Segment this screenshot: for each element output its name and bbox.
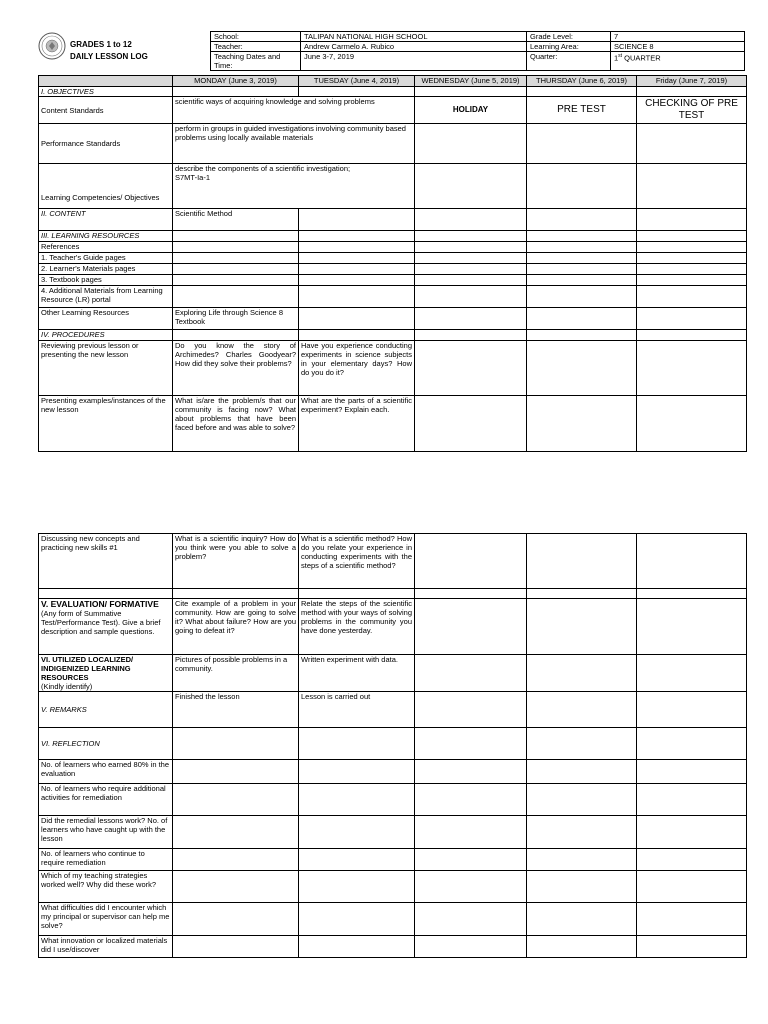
- references-label: References: [39, 242, 173, 253]
- reflection-item-2: No. of learners who require additional activities for remediation: [39, 784, 173, 816]
- daily-lesson-log-label: DAILY LESSON LOG: [70, 52, 148, 61]
- presenting-label: Presenting examples/instances of the new lesson: [39, 396, 173, 452]
- reflection-label: VI. REFLECTION: [39, 728, 173, 760]
- grade-level-value: 7: [611, 32, 745, 42]
- teachers-guide-label: 1. Teacher's Guide pages: [39, 253, 173, 264]
- remarks-monday: Finished the lesson: [173, 692, 299, 728]
- quarter-label: Quarter:: [527, 52, 611, 71]
- utilized-monday: Pictures of possible problems in a community.: [173, 655, 299, 692]
- reflection-item-5: Which of my teaching strategies worked well? Why did these work?: [39, 871, 173, 903]
- quarter-value: 1st QUARTER: [611, 52, 745, 71]
- learners-materials-label: 2. Learner's Materials pages: [39, 264, 173, 275]
- content-heading: II. CONTENT: [39, 209, 173, 231]
- dates-value: June 3-7, 2019: [301, 52, 527, 71]
- procedures-heading: IV. PROCEDURES: [39, 330, 173, 341]
- reflection-item-7: What innovation or localized materials did I use/discover: [39, 936, 173, 958]
- lesson-table-page-2: [38, 533, 747, 958]
- content-standards-value: scientific ways of acquiring knowledge and solving problems: [173, 97, 415, 124]
- remarks-label: V. REMARKS: [39, 692, 173, 728]
- day-thursday: THURSDAY (June 6, 2019): [527, 76, 637, 87]
- day-monday: MONDAY (June 3, 2019): [173, 76, 299, 87]
- remarks-tuesday: Lesson is carried out: [299, 692, 415, 728]
- school-value: TALIPAN NATIONAL HIGH SCHOOL: [301, 32, 527, 42]
- competencies-label: Learning Competencies/ Objectives: [39, 164, 173, 209]
- competencies-value: describe the components of a scientific investigation; S7MT-Ia-1: [173, 164, 415, 209]
- other-resources-value: Exploring Life through Science 8 Textbook: [173, 308, 299, 330]
- day-wednesday: WEDNESDAY (June 5, 2019): [415, 76, 527, 87]
- utilized-tuesday: Written experiment with data.: [299, 655, 415, 692]
- checking-pre-test-text: CHECKING OF PRE TEST: [637, 97, 747, 124]
- evaluation-tuesday: Relate the steps of the scientific method with your ways of solving problems in the community you have done yesterday.: [299, 599, 415, 655]
- lesson-table-page-1: [38, 75, 747, 452]
- evaluation-monday: Cite example of a problem in your community. How are going to solve it? What about failure? How are you going to defeat it?: [173, 599, 299, 655]
- reflection-item-4: No. of learners who continue to require remediation: [39, 849, 173, 871]
- teacher-label: Teacher:: [211, 42, 301, 52]
- holiday-text: HOLIDAY: [415, 97, 527, 124]
- other-resources-label: Other Learning Resources: [39, 308, 173, 330]
- learning-area-label: Learning Area:: [527, 42, 611, 52]
- dates-label: Teaching Dates and Time:: [211, 52, 301, 71]
- learning-resources-heading: III. LEARNING RESOURCES: [39, 231, 173, 242]
- presenting-monday: What is/are the problem/s that our community is facing now? What about problems that have been faced before and was able to solve?: [173, 396, 299, 452]
- grade-level-label: Grade Level:: [527, 32, 611, 42]
- reviewing-label: Reviewing previous lesson or presenting the new lesson: [39, 341, 173, 396]
- reflection-item-6: What difficulties did I encounter which my principal or supervisor can help me solve?: [39, 903, 173, 936]
- performance-standards-label: Performance Standards: [39, 124, 173, 164]
- content-value: Scientific Method: [173, 209, 299, 231]
- day-friday: Friday (June 7, 2019): [637, 76, 747, 87]
- objectives-heading: I. OBJECTIVES: [39, 87, 173, 97]
- header-table: [210, 31, 745, 71]
- blank-corner: [39, 76, 173, 87]
- deped-seal-logo: [38, 32, 66, 60]
- content-standards-label: Content Standards: [39, 97, 173, 124]
- additional-materials-label: 4. Additional Materials from Learning Resource (LR) portal: [39, 286, 173, 308]
- textbook-pages-label: 3. Textbook pages: [39, 275, 173, 286]
- discussing-monday: What is a scientific inquiry? How do you think were you able to solve a problem?: [173, 534, 299, 589]
- reflection-item-1: No. of learners who earned 80% in the evaluation: [39, 760, 173, 784]
- discussing-label: Discussing new concepts and practicing new skills #1: [39, 534, 173, 589]
- presenting-tuesday: What are the parts of a scientific experiment? Explain each.: [299, 396, 415, 452]
- day-header-row: [39, 76, 747, 87]
- discussing-tuesday: What is a scientific method? How do you relate your experience in conducting experiments with the steps of a scientific method?: [299, 534, 415, 589]
- grades-label: GRADES 1 to 12: [70, 40, 132, 49]
- evaluation-label: V. EVALUATION/ FORMATIVE (Any form of Summative Test/Performance Test). Give a brief description and sample questions.: [39, 599, 173, 655]
- teacher-value: Andrew Carmelo A. Rubico: [301, 42, 527, 52]
- school-label: School:: [211, 32, 301, 42]
- reviewing-tuesday: Have you experience conducting experiments in science subjects in your elementary days? How do you do it?: [299, 341, 415, 396]
- pre-test-text: PRE TEST: [527, 97, 637, 124]
- reviewing-monday: Do you know the story of Archimedes? Charles Goodyear? How did they solve their problems?: [173, 341, 299, 396]
- day-tuesday: TUESDAY (June 4, 2019): [299, 76, 415, 87]
- learning-area-value: SCIENCE 8: [611, 42, 745, 52]
- reflection-item-3: Did the remedial lessons work? No. of learners who have caught up with the lesson: [39, 816, 173, 849]
- performance-standards-value: perform in groups in guided investigations involving community based problems using locally available materials: [173, 124, 415, 164]
- utilized-resources-label: VI. UTILIZED LOCALIZED/ INDIGENIZED LEARNING RESOURCES (Kindly identify): [39, 655, 173, 692]
